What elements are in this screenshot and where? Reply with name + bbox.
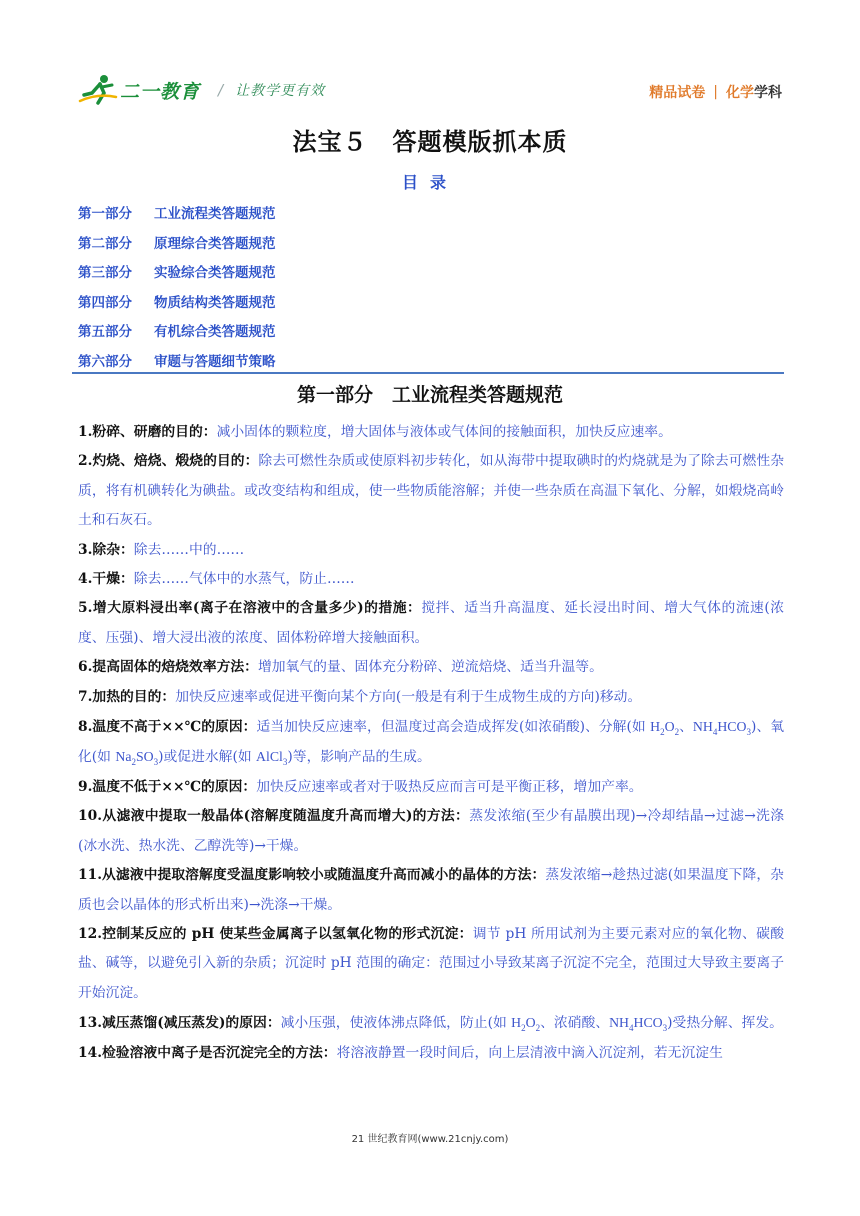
item-answer: 加快反应速率或者对于吸热反应而言可是平衡正移，增加产率。 <box>256 778 643 795</box>
item-label: 9.温度不低于××℃的原因： <box>78 778 257 795</box>
item-label: 3.除杂： <box>78 541 134 558</box>
list-item <box>78 594 784 653</box>
answer-text: 、浓硝酸、 <box>540 1015 610 1032</box>
toc-item[interactable] <box>78 291 276 321</box>
item-label: 10.从滤液中提取一般晶体(溶解度随温度升高而增大)的方法： <box>78 808 470 825</box>
answer-text: )或促进水解(如 <box>158 749 257 766</box>
toc-name: 原理综合类答题规范 <box>154 235 276 252</box>
list-item <box>78 1008 784 1038</box>
item-label: 2.灼烧、焙烧、煅烧的目的： <box>78 453 259 470</box>
formula-symbol: NH <box>692 719 713 735</box>
formula-symbol: HCO <box>633 1015 663 1031</box>
page-title: 法宝５ 答题模版抓本质 <box>292 127 568 156</box>
toc-part: 第四部分 <box>78 294 132 311</box>
item-answer: 除去可燃性杂质或使原料初步转化，如从海带中提取碘时的灼烧就是为了除去可燃性杂质，将有机碘转化为碘盐。或改变结构和组成，使一些物质能溶解；并使一些杂质在高温下氧化、分解，如煅烧高岭土和石灰石。 <box>78 453 784 529</box>
table-of-contents <box>78 202 276 379</box>
toc-item[interactable] <box>78 320 276 350</box>
item-label: 12.控制某反应的 pH 使某些金属离子以氢氧化物的形式沉淀： <box>78 925 473 942</box>
tag-subject: 化学 <box>726 85 754 101</box>
answer-text: )受热分解、挥发。 <box>667 1015 783 1032</box>
item-label: 13.减压蒸馏(减压蒸发)的原因： <box>78 1015 281 1032</box>
list-item <box>78 712 784 773</box>
item-answer: 蒸发浓缩(至少有晶膜出现)→冷却结晶→过滤→洗涤(冰水洗、热水洗、乙醇洗等)→干燥。 <box>78 808 784 854</box>
toc-name: 有机综合类答题规范 <box>154 324 276 340</box>
formula-subscript: 2 <box>131 757 136 768</box>
answer-text: )等，影响产品的生成。 <box>287 749 431 766</box>
toc-heading: 目录 <box>401 173 458 192</box>
slogan-separator: / <box>218 81 224 99</box>
item-label: 7.加热的目的： <box>78 688 176 705</box>
list-item <box>78 447 784 535</box>
formula-symbol: AlCl <box>256 749 283 765</box>
formula-nh4hco3 <box>692 719 751 737</box>
toc-name: 物质结构类答题规范 <box>154 294 276 311</box>
page-header <box>78 72 782 112</box>
item-label: 6.提高固体的焙烧效率方法： <box>78 659 258 676</box>
formula-symbol: H <box>511 1015 522 1031</box>
answer-text: 减小压强，使液体沸点降低，防止(如 <box>280 1015 512 1032</box>
tag-quality: 精品试卷 <box>649 85 706 101</box>
toc-name: 实验综合类答题规范 <box>154 265 276 281</box>
formula-h2o2 <box>650 719 680 737</box>
formula-symbol: HCO <box>717 719 747 735</box>
formula-subscript: 4 <box>712 726 718 737</box>
answer-text: )、氧化(如 <box>78 719 784 766</box>
list-item <box>78 773 784 802</box>
toc-name: 审题与答题细节策略 <box>154 353 276 370</box>
formula-subscript: 3 <box>662 1022 668 1033</box>
toc-part: 第三部分 <box>78 265 132 281</box>
list-item <box>78 653 784 682</box>
item-label: 14.检验溶液中离子是否沉淀完全的方法： <box>78 1044 337 1061</box>
toc-item[interactable] <box>78 350 276 380</box>
item-answer: 蒸发浓缩→趁热过滤(如果温度下降，杂质也会以晶体的形式析出来)→洗涤→干燥。 <box>78 867 784 913</box>
list-item <box>78 683 784 712</box>
section-title: 第一部分 工业流程类答题规范 <box>296 384 563 406</box>
divider <box>72 372 784 374</box>
formula-h2o2 <box>511 1015 541 1033</box>
formula-nh4hco3 <box>609 1015 668 1033</box>
toc-item[interactable] <box>78 261 276 291</box>
item-answer: 将溶液静置一段时间后，向上层清液中滴入沉淀剂，若无沉淀生 <box>336 1044 723 1061</box>
formula-subscript: 2 <box>660 726 665 737</box>
formula-subscript: 3 <box>153 757 159 768</box>
item-answer: 加快反应速率或促进平衡向某个方向(一般是有利于生成物生成的方向)移动。 <box>175 688 642 705</box>
page-footer[interactable]: 21 世纪教育网(www.21cnjy.com) <box>351 1134 509 1145</box>
item-answer: 增加氧气的量、固体充分粉碎、逆流焙烧、适当升温等。 <box>257 659 603 676</box>
item-answer: 减小固体的颗粒度，增大固体与液体或气体间的接触面积，加快反应速率。 <box>216 424 672 440</box>
toc-part: 第六部分 <box>78 353 132 370</box>
item-label: 5.增大原料浸出率(离子在溶液中的含量多少)的措施： <box>78 600 422 617</box>
runner-logo-icon <box>78 73 118 107</box>
item-label: 4.干燥： <box>78 571 134 588</box>
answer-text: 适当加快反应速率，但温度过高会造成挥发(如浓硝酸)、分解(如 <box>256 719 651 736</box>
formula-alcl3 <box>256 749 288 768</box>
formula-symbol: O <box>664 719 675 735</box>
formula-symbol: SO <box>135 749 154 765</box>
item-answer: 调节 pH 所用试剂为主要元素对应的氧化物、碳酸盐、碱等，以避免引入新的杂质；沉淀时 pH 范围的确定：范围过小导致某离子沉淀不完全，范围过大导致主要离子开始沉淀。 <box>78 925 784 1001</box>
item-label: 11.从滤液中提取溶解度受温度影响较小或随温度升高而减小的晶体的方法： <box>78 867 546 884</box>
list-item <box>78 1039 784 1068</box>
list-item <box>78 565 784 594</box>
item-answer: 除去……气体中的水蒸气，防止…… <box>133 571 355 588</box>
formula-subscript: 3 <box>746 726 751 737</box>
tag-separator: | <box>713 84 718 100</box>
brand-logo[interactable] <box>78 72 325 108</box>
list-item <box>78 418 784 447</box>
header-tag <box>649 82 782 102</box>
toc-item[interactable] <box>78 202 276 232</box>
list-item <box>78 861 784 920</box>
slogan: 让教学更有效 <box>235 83 326 99</box>
formula-subscript: 2 <box>674 726 680 737</box>
formula-symbol: O <box>525 1015 536 1031</box>
formula-na2so3 <box>115 749 159 768</box>
list-item <box>78 536 784 565</box>
answer-text: 、 <box>679 719 693 736</box>
formula-symbol: NH <box>609 1015 630 1031</box>
list-item <box>78 802 784 861</box>
item-answer <box>281 1015 783 1031</box>
item-label: 8.温度不高于××℃的原因： <box>78 719 257 736</box>
formula-subscript: 3 <box>282 757 288 768</box>
toc-part: 第二部分 <box>78 235 132 252</box>
formula-subscript: 2 <box>535 1022 541 1033</box>
formula-symbol: H <box>650 719 661 735</box>
formula-subscript: 4 <box>629 1022 634 1033</box>
logo-text: 二一教育 <box>120 80 201 103</box>
item-answer: 搅拌、适当升高温度、延长浸出时间、增大气体的流速(浓度、压强)、增大浸出液的浓度、固体粉碎增大接触面积。 <box>78 600 784 646</box>
formula-subscript: 2 <box>521 1022 526 1033</box>
toc-part: 第一部分 <box>78 206 132 222</box>
list-item <box>78 920 784 1008</box>
toc-item[interactable] <box>78 232 276 262</box>
toc-part: 第五部分 <box>78 324 132 340</box>
tag-subject-suffix: 学科 <box>754 85 782 101</box>
item-answer: 除去……中的…… <box>133 541 245 558</box>
toc-name: 工业流程类答题规范 <box>154 206 276 222</box>
item-label: 1.粉碎、研磨的目的： <box>78 424 217 440</box>
section-content <box>78 418 784 1068</box>
formula-symbol: Na <box>115 749 132 765</box>
